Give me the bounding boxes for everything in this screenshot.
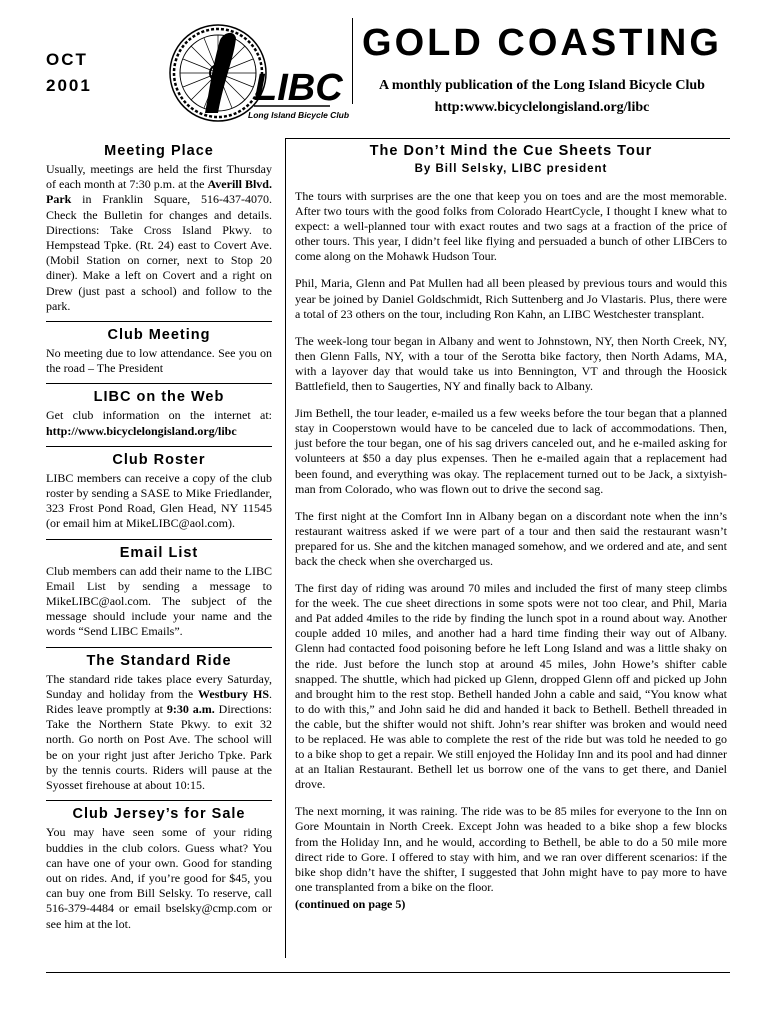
sidebar-section-body	[46, 408, 272, 438]
section-divider	[46, 383, 272, 384]
sidebar-section-body	[46, 825, 272, 931]
body-text: in Franklin Square, 516-437-4070. Check the Bulletin for changes and details. Directions: Take Cross Island Pkwy. to Hempstead Tpke. (Rt. 24) east to Covert Ave. (Mobil Station on corner, next to Stop 20 diner). Make a left on Covert and a right on Drew (just past a school) and follow to the park.	[46, 192, 272, 313]
body-text: The standard ride takes place every Saturday, Sunday and holiday from the	[46, 671, 272, 701]
sidebar-section-heading: The Standard Ride	[86, 652, 232, 669]
column-divider	[285, 138, 286, 958]
sidebar-section-heading: Club Jersey’s for Sale	[72, 806, 246, 823]
article-paragraph: The tours with surprises are the one that keep you on toes and are the most memorable. After two tours with the good folks from Colorado HeartCycle, I thought I knew what to expect: a well-planned tour with exact routes and two sags at a fraction of the price of other tours. This year, I didn’t feel like flying and persuaded a bunch of other LIBCers to come along on the Mohawk Hudson Tour.	[295, 189, 727, 264]
body-text: Directions: Take the Northern State Pkwy. to exit 32 north. Go north on Post Ave. The school will be on your right just after Jericho Tpke. Park by the tennis courts. Riders will pause at the Syosset firehouse at about 10:15.	[46, 702, 272, 793]
section-divider	[46, 539, 272, 540]
body-text: . Rides leave promptly at	[46, 686, 273, 717]
body-text: LIBC members can receive a copy of the club roster by sending a SASE to Mike Friedlander, 323 Frost Pond Road, Glen Head, NY 11545 (or email him at MikeLIBC@aol.com).	[46, 470, 272, 531]
newsletter-subtitle: A monthly publication of the Long Island Bicycle Club	[379, 78, 705, 93]
newsletter-url: http:www.bicyclelongisland.org/libc	[434, 100, 650, 115]
issue-year: 2001	[46, 76, 92, 95]
sidebar-section-heading: Club Meeting	[107, 327, 211, 344]
sidebar-section-heading: Email List	[119, 544, 199, 561]
sidebar-section-body	[46, 564, 272, 640]
article-byline: By Bill Selsky, LIBC president	[414, 163, 608, 175]
article-paragraph: Jim Bethell, the tour leader, e-mailed us a few weeks before the tour began that a planned stay in Cooperstown would have to be canceled due to lack of accommodations. Then, just before the tour began, one of his sag drivers canceled out, and he e-mailed asking for volunteers at $50 a day plus expenses. Then he e-mailed again that a replacement had been found, and everything was okay. The replacement turned out to be Jack, a sixtyish-man from Colorado, who was flown out to drive the second sag.	[295, 406, 727, 496]
bold-text: http://www.bicyclelongisland.org/libc	[46, 423, 237, 438]
article-title: The Don’t Mind the Cue Sheets Tour	[369, 143, 653, 159]
bold-text: Averill Blvd. Park	[46, 177, 272, 207]
article-paragraph: The week-long tour began in Albany and went to Johnstown, NY, then North Creek, NY, then Glenn Falls, NY, with a tour of the Serotta bike factory, then North Adams, MA, with a layover day that would take us into Bennington, VT and through the Hoosick Battlefield, then to Saugerties, NY and finally back to Albany.	[295, 333, 727, 394]
bold-text: 9:30 a.m.	[166, 702, 215, 717]
section-divider	[46, 800, 272, 801]
section-divider	[46, 321, 272, 322]
main-article	[295, 143, 727, 912]
logo-caption: Long Island Bicycle Club	[248, 110, 350, 120]
sidebar-section-body	[46, 471, 272, 532]
article-paragraph: The first night at the Comfort Inn in Albany began on a discordant note when the inn’s restaurant waitress asked if we were part of a tour and then said the restaurant wasn’t prepared for us. She and the kitchen managed somehow, and we ordered and ate, and sent back the check when she overcharged us.	[295, 508, 727, 568]
article-body	[295, 189, 727, 895]
sidebar-section-body	[46, 346, 272, 376]
footer-rule	[46, 972, 730, 973]
newsletter-title: GOLD COASTING	[362, 22, 722, 64]
section-divider	[46, 647, 272, 648]
section-divider	[46, 446, 272, 447]
sidebar-section-body	[46, 672, 272, 794]
sidebar-section-heading: LIBC on the Web	[93, 389, 225, 406]
header-rule	[285, 138, 730, 139]
body-text: Club members can add their name to the LIBC Email List by sending a message to MikeLIBC@aol.com. The subject of the message should include your name and the words “Send LIBC Emails”.	[46, 563, 272, 639]
issue-month: OCT	[46, 50, 88, 69]
body-text: Usually, meetings are held the first Thursday of each month at 7:30 p.m. at the	[46, 162, 272, 192]
sidebar-section-body	[46, 162, 272, 314]
libc-logo	[150, 18, 350, 128]
bold-text: Westbury HS	[198, 686, 270, 701]
body-text: You may have seen some of your riding buddies in the club colors. Guess what? You can have one of your own. Good for standing out on rides. And, if you’re good for $45, you can buy one from Bill Selsky. To reserve, call 516-379-4484 or email bselsky@cmp.com or see him at the lot.	[46, 825, 272, 931]
sidebar-section-heading: Meeting Place	[104, 143, 214, 159]
body-text: Get club information on the internet at:	[46, 408, 272, 423]
article-paragraph: Phil, Maria, Glenn and Pat Mullen had all been pleased by previous tours and would this year be joined by Daniel Goldschmidt, Rich Suttenberg and Jo Vlastaris. Plus, there were a total of 23 others on the tour, including Ron Kahn, an LIBC Westchester transplant.	[295, 276, 727, 321]
body-text: No meeting due to low attendance. See you on the road – The President	[46, 346, 272, 376]
article-paragraph: The first day of riding was around 70 miles and included the first of many steep climbs for the week. The cue sheet directions in some spots were not too clear, and Phil, Maria and Pat added 4miles to the ride by finding the lunch spot in a round about way. Another couple added 10 miles, and another had a hard time finding their way out of Albany. Glenn had contacted food poisoning before he left Long Island and was a little shaky on the ride. Just before the lunch stop at around 45 miles, John Howe’s shifter cable snapped. The shuttle, which had picked up Glenn, dropped Glenn off and picked up John and brought him to the rest stop. Bethell handed John a cable and said, “You know what to do with this,” and John said he did and handed it back to Bethell. Bethell threaded in the cable, but the shifter would not shift. John’s rear shifter was broken and would need to be replaced. He was able to complete the rest of the ride but was told he needed to go to a bike shop to get a repair. We still enjoyed the Holiday Inn and its pool and had dinner at an Italian Restaurant. Bethell let us borrow one of the vans to get there, and Daniel drove.	[295, 581, 727, 792]
article-paragraph: The next morning, it was raining. The ride was to be 85 miles for everyone to the Inn on Gore Mountain in North Creek. Except John was headed to a bike shop a few blocks from the Holiday Inn, and he would, according to Bethell, be able to do a 50 mile more direct ride to Gore. I offered to stay with him, and we ran over different scenarios: if the bike shop didn’t have the shifter, I suggested that John might have to pay more to have one transplanted from a bike on the floor.	[295, 804, 727, 894]
logo-wordmark: LIBC	[254, 67, 343, 109]
continued-note: (continued on page 5)	[295, 896, 406, 911]
sidebar	[46, 143, 272, 932]
sidebar-section-heading: Club Roster	[112, 451, 206, 468]
